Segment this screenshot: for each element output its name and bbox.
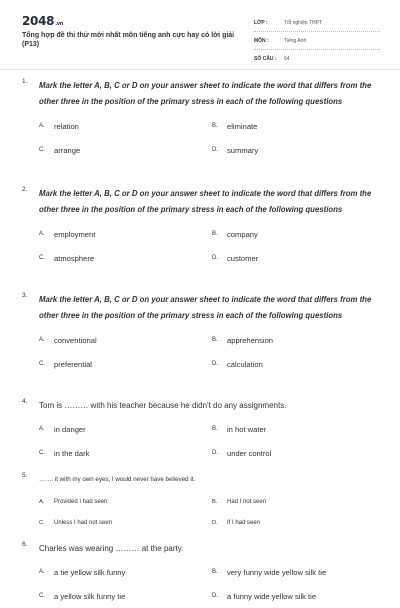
option-letter: A. [39,426,45,432]
option-d[interactable] [212,584,382,608]
option-d[interactable] [212,246,382,270]
option-letter: B. [212,569,218,575]
option-letter: C. [39,519,45,526]
option-letter: A. [39,498,45,505]
option-letter: C. [39,361,45,367]
option-letter: A. [39,569,45,575]
option-text: in the dark [54,448,90,458]
question-text: Tom is ……… with his teacher because he didn't do any assignments. [39,401,287,410]
meta-label: LỚP : [254,19,268,26]
logo-text: 2048 [22,14,55,28]
question [0,472,400,541]
header-divider [0,69,400,70]
option-b[interactable] [212,328,382,352]
option-letter: C. [39,255,45,261]
question [0,78,400,186]
question-text: Mark the letter A, B, C or D on your answer sheet to indicate the word that differs from the other three in the position of the primary stress in each of the following questions [39,295,372,320]
option-text: Unless I had not seen [54,519,113,526]
option-letter: D. [212,255,218,261]
option-letter: A. [39,231,45,237]
option-a[interactable] [39,328,212,352]
question-text: Mark the letter A, B, C or D on your answer sheet to indicate the word that differs from the other three in the position of the primary stress in each of the following questions [39,81,372,106]
options [39,222,378,270]
option-c[interactable] [39,138,212,162]
question [0,541,400,601]
meta-value: Tiếng Anh [284,37,307,44]
option-text: If I had seen [227,519,261,526]
document-meta [254,14,380,67]
option-text: in hot water [227,424,267,434]
option-text: calculation [227,359,263,369]
option-text: relation [54,121,79,131]
question-number: 4. [22,398,28,405]
option-b[interactable] [212,491,382,512]
option-d[interactable] [212,512,382,533]
options [39,560,378,608]
option-text: apprehension [227,335,274,345]
option-letter: D. [212,147,218,153]
option-c[interactable] [39,352,212,376]
option-text: arrange [54,145,81,155]
option-text: in danger [54,424,86,434]
option-text: a yellow silk funny tie [54,591,126,601]
option-text: atmosphere [54,253,95,263]
question-text: ……. it with my own eyes, I would never have believed it. [39,476,196,483]
option-letter: B. [212,231,218,237]
question-number: 1. [22,78,28,85]
option-b[interactable] [212,114,382,138]
option-text: a tie yellow silk funny [54,567,126,577]
option-b[interactable] [212,222,382,246]
options [39,491,378,533]
options [39,114,378,162]
option-a[interactable] [39,491,212,512]
question-number: 6. [22,541,28,548]
question-text: Mark the letter A, B, C or D on your answer sheet to indicate the word that differs from the other three in the position of the primary stress in each of the following questions [39,189,372,214]
question [0,292,400,398]
question-number: 2. [22,186,28,193]
document-title: Tổng hợp đề thi thử mới nhất môn tiếng anh cực hay có lời giải (P13) [22,32,235,48]
question-text: Charles was wearing ……… at the party. [39,544,184,553]
page-header [0,0,400,66]
option-d[interactable] [212,138,382,162]
option-a[interactable] [39,222,212,246]
option-b[interactable] [212,417,382,441]
option-text: Provided I had seen [54,498,108,505]
option-a[interactable] [39,560,212,584]
option-letter: A. [39,337,45,343]
meta-value: 64 [284,55,290,62]
question-list [0,78,400,601]
option-c[interactable] [39,246,212,270]
option-text: very funny wide yellow silk tie [227,567,327,577]
option-text: conventional [54,335,97,345]
option-letter: B. [212,426,218,432]
option-letter: C. [39,450,45,456]
option-a[interactable] [39,114,212,138]
question-number: 5. [22,472,28,479]
option-d[interactable] [212,441,382,465]
meta-row-question-count [254,50,380,67]
meta-label: SỐ CÂU : [254,55,277,62]
option-letter: C. [39,147,45,153]
logo-suffix: .vn [55,21,64,27]
option-c[interactable] [39,512,212,533]
option-text: employment [54,229,96,239]
options [39,328,378,376]
option-c[interactable] [39,441,212,465]
option-letter: C. [39,593,45,599]
option-letter: D. [212,593,218,599]
option-letter: D. [212,450,218,456]
option-text: preferential [54,359,92,369]
option-letter: D. [212,519,218,526]
question-number: 3. [22,292,28,299]
meta-label: MÔN : [254,37,269,44]
option-text: under control [227,448,272,458]
option-letter: D. [212,361,218,367]
question [0,186,400,292]
option-text: Had I not seen [227,498,267,505]
option-text: summary [227,145,259,155]
option-text: eliminate [227,121,258,131]
meta-value: Tốt nghiệp THPT [284,19,322,26]
option-letter: B. [212,123,218,129]
option-text: company [227,229,258,239]
options [39,417,378,465]
option-letter: B. [212,498,218,505]
option-text: a funny wide yellow silk tie [227,591,317,601]
meta-row-class [254,14,380,32]
option-b[interactable] [212,560,382,584]
option-text: customer [227,253,259,263]
option-a[interactable] [39,417,212,441]
option-letter: A. [39,123,45,129]
meta-row-subject [254,32,380,50]
site-logo[interactable] [22,14,63,28]
option-c[interactable] [39,584,212,608]
option-d[interactable] [212,352,382,376]
option-letter: B. [212,337,218,343]
question [0,398,400,472]
